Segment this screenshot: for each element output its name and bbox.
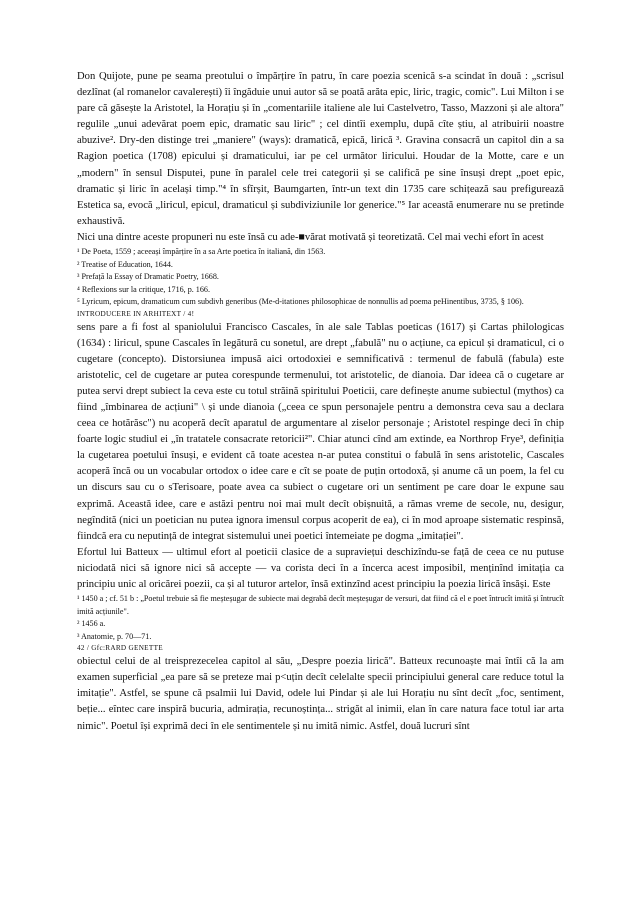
footnotes [77, 246, 564, 309]
body-paragraph: Don Quijote, pune pe seama preotului o împărțire în patru, în care poezia scenică s-a scindat în două : „scrisul dezlînat (al romanelor cavalerești) îi îngăduie unui autor să se poată arăta epic, liric, tragic, comic". Lui Milton i se pare că găsește la Aristotel, la Horațiu și în „comentariile italiene ale lui Castelvetro, Tasso, Mazzoni și ale altora" regulile „unui adevărat poem epic, dramatic sau liric" ; cel dintîi exemplu, după cîte știu, al atribuirii noastre abuzive². Dry-den distinge trei „maniere" (ways): dramatică, epică, lirică ³. Gravina consacră un capitol din a sa Ragion poetica (1708) epicului și dramaticului, iar pe cel următor liricului. Houdar de la Motte, care e un „modern" în sensul Disputei, pune în paralel cele trei categorii și se califică pe sine însuși drept „poet epic, dramatic și liric în același timp."⁴ în sfîrșit, Baumgarten, într-un text din 1735 care schițează sau prefigurează Estetica sa, evocă „liricul, epicul, dramaticul și subdiviziunile lor generice."⁵ Iar această enumerare nu se pretinde exhaustivă. [77, 71, 564, 227]
body-paragraph: obiectul celui de al treisprezecelea capitol al său, „Despre poezia lirică". Batteux recunoaște mai întîi că la am examen superficial „ea pare să se preteze mai p<uțin decît celelalte specii principiului general care reduce totul la imitație". Astfel, se spune că psalmii lui David, odele lui Pindar și ale lui Horațiu nu sînt decît „foc, sentiment, beție... eîntec care inspiră bucuria, admirația, recunoștința... strigăt al inimii, elan în care natura face totul iar arta nimic". Poetul își exprimă deci în ele sentimentele și nu imită nimic. Astfel, două lucruri sînt [77, 656, 564, 732]
running-header: 42 / Gfc:RARD GENETTE [77, 644, 163, 653]
footnote: ¹ De Poeta, 1559 ; aceeași împărțire în a sa Arte poetica în italiană, din 1563. [77, 247, 326, 257]
footnote: ² Treatise of Education, 1644. [77, 259, 173, 269]
document-page [77, 69, 564, 735]
body-paragraph: Nici una dintre aceste propuneri nu este însă cu ade-■vărat motivată și teoretizată. Cel mai vechi efort în acest [77, 231, 544, 243]
footnote: ³ Anatomie, p. 70—71. [77, 631, 152, 641]
footnote: ⁵ Lyricum, epicum, dramaticum cum subdivh generibus (Me-d-itationes philosophicae de nonnullis ad poema peHinentibus, 3735, § 106). [77, 297, 524, 307]
footnote: ¹ 1450 a ; cf. 51 b : „Poetul trebuie să fie meșteșugar de subiecte mai degrabă decît meșteșugar de versuri, dat fiind că el e poet întrucît imită și întrucît imită acțiunile". [77, 594, 564, 616]
body-paragraph: Efortul lui Batteux — ultimul efort al poeticii clasice de a supraviețui deschizîndu-se față de ceea ce nu putuse niciodată nici să ignore nici să accepte — va corista deci în a încerca acest imposibil, menținînd imitația ca principiu unic al oricărei poezii, ca și al tuturor artelor, însă extinzînd acest principiu la poezia lirică însăși. Este [77, 546, 564, 591]
footnote: ⁴ Reflexions sur la critique, 1716, p. 166. [77, 284, 210, 294]
footnotes [77, 593, 564, 643]
running-header: INTRODUCERE IN ARHITEXT / 4! [77, 309, 195, 318]
footnote: ² 1456 a. [77, 619, 106, 629]
body-paragraph: sens pare a fi fost al spaniolului Francisco Cascales, în ale sale Tablas poeticas (1617) și Cartas philologicas (1634) : liricul, spune Cascales în legătură cu sonetul, are drept „fabulă" nu o acțiune, ca epicul și dramaticul, ci o cugetare (concepto). Distorsiunea impusă aici ortodoxiei e semnificativă : termenul de fabulă (fabula) este aristotelic, cel de cugetare ar putea corespunde termenului, tot aristotelic, de dianoia. Dar ideea că o cugetare ar putea servi drept subiect la ceva este cu totul străină spiritului Poeticii, care definește anume subiectul (mythos) ca fiind „îmbinarea de acțiuni" \ și unde dianoia („ceea ce spun personajele pentru a demonstra ceva sau a declara ceea ce hotărăsc") nu acoperă decît aparatul de argumentare al ziselor personaje ; Aristotel respinge deci în chip foarte logic studiul ei „în tratatele consacrate retoricii²". Chiar atunci cînd am extinde, ea Northrop Frye³, definiția la cugetarea poetului însuși, e evident că toate acestea n-ar putea constitui o fabulă în sens aristotelic, Cascales acoperă încă ou un vocabular ortodox o idee care e cît se poate de puțin ortodoxă, și anume că un poem, la fel cu un discurs sau cu o sTerisoare, poate avea ca subiect o cugetare ori un sentiment pe care doar le expune sau exprimă. Această idee, care e astăzi pentru noi mai mult decît obișnuită, a rămas vreme de secole, nu, desigur, negîndită (nici un poetician nu putea ignora imensul corpus acoperit de ea), ci în mod aproape sistematic respinsă, fiindcă era cu neputință de integrat sistemului unei poetici întemeiate pe dogma „imitației". [77, 321, 564, 542]
footnote: ³ Prefață la Essay of Dramatic Poetry, 1668. [77, 272, 219, 282]
